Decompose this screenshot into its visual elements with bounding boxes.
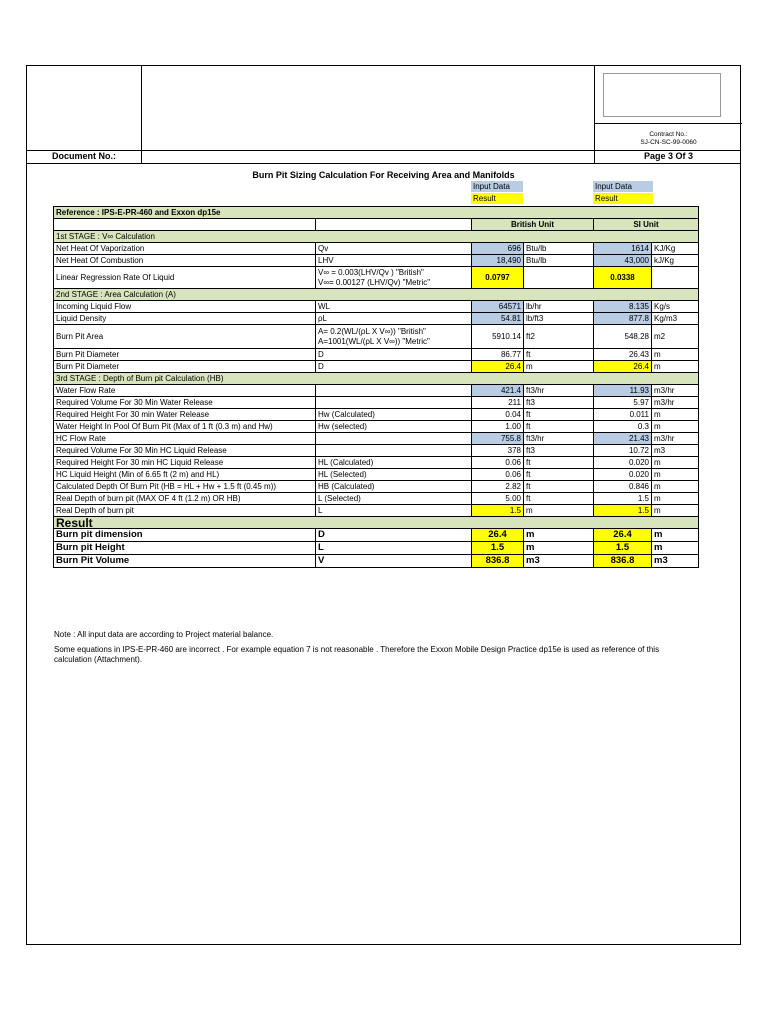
page-number: Page 3 Of 3 <box>594 150 742 163</box>
row-british-value: 64571 <box>472 301 524 313</box>
row-si-unit: m <box>652 349 699 361</box>
row-british-unit: ft <box>524 421 594 433</box>
note-material-balance: Note : All input data are according to Project material balance. <box>54 630 274 639</box>
document-no-label: Document No.: <box>27 150 142 163</box>
row-symbol: Hw (Calculated) <box>316 409 472 421</box>
row-si-unit: m <box>652 457 699 469</box>
result-british-unit: m3 <box>524 555 594 568</box>
table-row <box>54 493 699 505</box>
row-label: HC Flow Rate <box>54 433 316 445</box>
table-row <box>54 433 699 445</box>
result-heading-row <box>54 517 699 529</box>
row-british-value: 5.00 <box>472 493 524 505</box>
row-british-value: 0.06 <box>472 469 524 481</box>
row-si-value: 0.846 <box>594 481 652 493</box>
table-row <box>54 469 699 481</box>
row-si-unit: m3/hr <box>652 433 699 445</box>
row-symbol: D <box>316 349 472 361</box>
table-row <box>54 349 699 361</box>
row-si-unit: m3 <box>652 445 699 457</box>
table-row <box>54 397 699 409</box>
row-british-value: 26.4 <box>472 361 524 373</box>
row-symbol: Hw (selected) <box>316 421 472 433</box>
row-si-value: 26.4 <box>594 361 652 373</box>
row-si-value: 10.72 <box>594 445 652 457</box>
row-si-value: 11.93 <box>594 385 652 397</box>
note-equations: Some equations in IPS-E-PR-460 are incorrect . For example equation 7 is not reasonable . Therefore the Exxon Mobile Design Practice dp15e is used as reference of this calculation (Attachment). <box>54 645 660 664</box>
header-right-cell <box>594 66 742 150</box>
row-symbol: D <box>316 361 472 373</box>
row-si-unit: m <box>652 421 699 433</box>
stage3-row <box>54 373 699 385</box>
header-left-cell <box>27 66 142 150</box>
logo-placeholder <box>603 73 721 117</box>
result-symbol: V <box>316 555 472 568</box>
result-row <box>54 542 699 555</box>
row-british-unit <box>524 267 594 289</box>
row-label: Linear Regression Rate Of Liquid <box>54 267 316 289</box>
result-british-value: 26.4 <box>472 529 524 542</box>
table-row <box>54 445 699 457</box>
table-row <box>54 421 699 433</box>
row-si-unit: m <box>652 361 699 373</box>
table-row <box>54 385 699 397</box>
row-british-unit: lb/ft3 <box>524 313 594 325</box>
row-label: Calculated Depth Of Burn Pit (HB = HL + Hw + 1.5 ft (0.45 m)) <box>54 481 316 493</box>
row-si-unit: m3/hr <box>652 397 699 409</box>
row-si-unit: m <box>652 481 699 493</box>
table-row <box>54 481 699 493</box>
contract-label: Contract No.: <box>649 131 688 138</box>
row-label: Burn Pit Area <box>54 325 316 349</box>
row-si-value: 0.3 <box>594 421 652 433</box>
row-british-value: 5910.14 <box>472 325 524 349</box>
row-si-unit: m3/hr <box>652 385 699 397</box>
row-si-value: 548.28 <box>594 325 652 349</box>
row-si-value: 1.5 <box>594 505 652 517</box>
stage2-row-label: 2nd STAGE : Area Calculation (A) <box>54 289 699 301</box>
row-british-value: 696 <box>472 243 524 255</box>
row-british-unit: ft <box>524 481 594 493</box>
row-british-value: 2.82 <box>472 481 524 493</box>
row-si-value: 1614 <box>594 243 652 255</box>
unit-header-row <box>54 219 699 231</box>
row-si-unit: m <box>652 493 699 505</box>
row-symbol: ρL <box>316 313 472 325</box>
row-british-unit: ft3/hr <box>524 433 594 445</box>
row-label: HC Liquid Height (Min of 6.65 ft (2 m) and HL) <box>54 469 316 481</box>
result-symbol: D <box>316 529 472 542</box>
row-symbol: V∞ = 0.003(LHV/Qv ) "British" V∞= 0.00127 (LHV/Qv) "Metric" <box>316 267 472 289</box>
row-symbol: L (Selected) <box>316 493 472 505</box>
table-row <box>54 255 699 267</box>
result-british-value: 1.5 <box>472 542 524 555</box>
result-row <box>54 555 699 568</box>
result-label: Burn Pit Volume <box>54 555 316 568</box>
result-british-unit: m <box>524 542 594 555</box>
legend-input-british: Input Data <box>471 181 523 192</box>
row-british-unit: ft3/hr <box>524 385 594 397</box>
row-si-unit: m2 <box>652 325 699 349</box>
legend-input-si: Input Data <box>593 181 653 192</box>
row-symbol <box>316 397 472 409</box>
result-si-unit: m <box>652 542 699 555</box>
result-label: Burn pit Height <box>54 542 316 555</box>
result-si-value: 1.5 <box>594 542 652 555</box>
row-label: Real Depth of burn pit <box>54 505 316 517</box>
header-bottom-row <box>27 150 740 164</box>
row-si-value: 8.135 <box>594 301 652 313</box>
page-title: Burn Pit Sizing Calculation For Receiving Area and Manifolds <box>252 170 515 180</box>
row-symbol: A= 0.2(WL/(ρL X V∞)) "British" A=1001(WL/(ρL X V∞)) "Metric" <box>316 325 472 349</box>
row-british-unit: ft <box>524 409 594 421</box>
legend-result-si: Result <box>593 193 653 204</box>
result-symbol: L <box>316 542 472 555</box>
row-british-unit: ft <box>524 457 594 469</box>
row-label: Required Volume For 30 Min HC Liquid Release <box>54 445 316 457</box>
row-si-value: 877.8 <box>594 313 652 325</box>
result-heading: Result <box>54 517 699 529</box>
row-label: Water Flow Rate <box>54 385 316 397</box>
result-label: Burn pit dimension <box>54 529 316 542</box>
row-british-value: 86.77 <box>472 349 524 361</box>
header-top-row <box>27 66 740 151</box>
table-row <box>54 361 699 373</box>
row-british-value: 54.81 <box>472 313 524 325</box>
row-label: Liquid Density <box>54 313 316 325</box>
reference-label: Reference : IPS-E-PR-460 and Exxon dp15e <box>54 207 699 219</box>
row-si-value: 0.0338 <box>594 267 652 289</box>
stage1-row <box>54 231 699 243</box>
stage1-row-label: 1st STAGE : V∞ Calculation <box>54 231 699 243</box>
row-british-value: 378 <box>472 445 524 457</box>
row-british-unit: ft3 <box>524 445 594 457</box>
row-si-value: 1.5 <box>594 493 652 505</box>
row-label: Required Height For 30 min Water Release <box>54 409 316 421</box>
row-british-unit: ft3 <box>524 397 594 409</box>
row-british-value: 755.8 <box>472 433 524 445</box>
row-si-unit: Kg/s <box>652 301 699 313</box>
table-row <box>54 301 699 313</box>
row-si-unit: KJ/Kg <box>652 243 699 255</box>
row-british-value: 18,490 <box>472 255 524 267</box>
row-label: Real Depth of burn pit (MAX OF 4 ft (1.2 m) OR HB) <box>54 493 316 505</box>
row-si-unit: Kg/m3 <box>652 313 699 325</box>
row-label: Incoming Liquid Flow <box>54 301 316 313</box>
row-si-unit <box>652 267 699 289</box>
row-label: Burn Pit Diameter <box>54 349 316 361</box>
row-label: Burn Pit Diameter <box>54 361 316 373</box>
row-british-value: 0.04 <box>472 409 524 421</box>
row-label: Net Heat Of Combustion <box>54 255 316 267</box>
row-british-unit: ft <box>524 469 594 481</box>
contract-info <box>595 131 742 147</box>
row-symbol: HB (Calculated) <box>316 481 472 493</box>
row-si-value: 0.011 <box>594 409 652 421</box>
row-british-unit: Btu/lb <box>524 255 594 267</box>
row-symbol: LHV <box>316 255 472 267</box>
row-british-value: 211 <box>472 397 524 409</box>
table-row <box>54 409 699 421</box>
row-symbol: L <box>316 505 472 517</box>
legend-result-british: Result <box>471 193 523 204</box>
row-symbol <box>316 385 472 397</box>
calculation-table <box>53 206 699 568</box>
row-british-value: 1.5 <box>472 505 524 517</box>
table-row <box>54 313 699 325</box>
table-row <box>54 243 699 255</box>
row-british-unit: m <box>524 361 594 373</box>
row-symbol: Qv <box>316 243 472 255</box>
row-symbol: WL <box>316 301 472 313</box>
row-si-value: 21.43 <box>594 433 652 445</box>
result-row <box>54 529 699 542</box>
table-row <box>54 505 699 517</box>
row-british-value: 421.4 <box>472 385 524 397</box>
result-british-value: 836.8 <box>472 555 524 568</box>
row-si-value: 5.97 <box>594 397 652 409</box>
table-row <box>54 457 699 469</box>
si-unit-header: SI Unit <box>594 219 699 231</box>
result-si-unit: m <box>652 529 699 542</box>
row-si-unit: m <box>652 469 699 481</box>
row-label: Required Volume For 30 Min Water Release <box>54 397 316 409</box>
row-si-value: 0.020 <box>594 457 652 469</box>
table-row <box>54 325 699 349</box>
row-label: Required Height For 30 min HC Liquid Release <box>54 457 316 469</box>
row-symbol: HL (Selected) <box>316 469 472 481</box>
stage3-row-label: 3rd STAGE : Depth of Burn pit Calculation (HB) <box>54 373 699 385</box>
row-symbol <box>316 433 472 445</box>
table-row <box>54 267 699 289</box>
row-british-unit: Btu/lb <box>524 243 594 255</box>
row-british-unit: ft <box>524 493 594 505</box>
reference-row <box>54 207 699 219</box>
row-si-value: 43,000 <box>594 255 652 267</box>
row-si-value: 26.43 <box>594 349 652 361</box>
row-label: Net Heat Of Vaporization <box>54 243 316 255</box>
british-unit-header: British Unit <box>472 219 594 231</box>
row-british-value: 1.00 <box>472 421 524 433</box>
row-si-unit: m <box>652 409 699 421</box>
row-si-unit: kJ/Kg <box>652 255 699 267</box>
row-british-value: 0.0797 <box>472 267 524 289</box>
row-british-unit: ft2 <box>524 325 594 349</box>
result-british-unit: m <box>524 529 594 542</box>
row-si-value: 0.020 <box>594 469 652 481</box>
row-british-value: 0.06 <box>472 457 524 469</box>
row-symbol <box>316 445 472 457</box>
result-si-value: 836.8 <box>594 555 652 568</box>
row-label: Water Height In Pool Of Burn Pit (Max of 1 ft (0.3 m) and Hw) <box>54 421 316 433</box>
row-british-unit: lb/hr <box>524 301 594 313</box>
result-si-unit: m3 <box>652 555 699 568</box>
contract-number: SJ-CN-SC-99-0060 <box>640 139 697 146</box>
row-si-unit: m <box>652 505 699 517</box>
stage2-row <box>54 289 699 301</box>
row-british-unit: ft <box>524 349 594 361</box>
result-si-value: 26.4 <box>594 529 652 542</box>
row-symbol: HL (Calculated) <box>316 457 472 469</box>
row-british-unit: m <box>524 505 594 517</box>
